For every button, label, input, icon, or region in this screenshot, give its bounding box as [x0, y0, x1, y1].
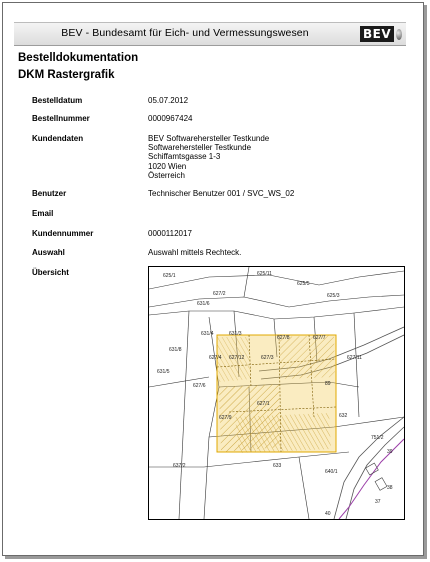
parcel-label: 633: [273, 463, 282, 469]
logo-text: BEV: [360, 26, 394, 42]
parcel-label: 627/9: [219, 415, 232, 421]
parcel-label: 631/5: [157, 369, 170, 375]
parcel-label: 631/8: [169, 347, 182, 353]
benutzer-label: Benutzer: [32, 189, 67, 198]
header-title: BEV - Bundesamt für Eich- und Vermessungswesen: [61, 27, 309, 39]
cadastral-map-svg: [149, 267, 404, 519]
uebersicht-label: Übersicht: [32, 268, 69, 277]
parcel-label: 751/2: [371, 435, 384, 441]
parcel-label: 625/3: [327, 293, 340, 299]
bestellnummer-label: Bestellnummer: [32, 114, 90, 123]
parcel-label: 40: [325, 511, 331, 517]
parcel-label: 627/8: [277, 335, 290, 341]
parcel-label: 625/1: [163, 273, 176, 279]
parcel-label: 627/4: [209, 355, 222, 361]
parcel-label: 39: [387, 449, 393, 455]
benutzer-value: Technischer Benutzer 001 / SVC_WS_02: [148, 189, 295, 198]
parcel-label: 627/7: [313, 335, 326, 341]
bestelldatum-value: 05.07.2012: [148, 96, 189, 105]
kundendaten-line: Österreich: [148, 170, 185, 180]
bestelldatum-label: Bestelldatum: [32, 96, 83, 105]
boundary-line: [339, 439, 404, 519]
parcel-label: 625/11: [257, 271, 272, 277]
parcel-label: 627/6: [193, 383, 206, 389]
parcel-label: 637/2: [173, 463, 186, 469]
parcel-label: 627/3: [261, 355, 274, 361]
kundendaten-line: Softwarehersteller Testkunde: [148, 143, 252, 153]
bestellnummer-value: 0000967424: [148, 114, 193, 123]
parcel-label: 627/1: [257, 401, 270, 407]
kundendaten-line: 1020 Wien: [148, 161, 187, 171]
parcel-label: 38: [387, 485, 393, 491]
kundendaten-line: Schiffamtsgasse 1-3: [148, 152, 221, 162]
kundendaten-value: [148, 134, 269, 180]
parcel-label: 627/2: [213, 291, 226, 297]
email-label: Email: [32, 209, 54, 218]
kundennummer-label: Kundennummer: [32, 229, 94, 238]
parcel-label: 640/1: [325, 469, 338, 475]
parcel-label: 89: [325, 381, 331, 387]
parcel-label: 631/6: [197, 301, 210, 307]
parcel-label: 37: [375, 499, 381, 505]
auswahl-value: Auswahl mittels Rechteck.: [148, 248, 242, 257]
kundennummer-value: 0000112017: [148, 229, 192, 238]
kundendaten-label: Kundendaten: [32, 134, 84, 143]
parcel-label: 625/5: [297, 281, 310, 287]
document-subtitle: DKM Rastergrafik: [18, 69, 115, 81]
kundendaten-line: BEV Softwarehersteller Testkunde: [148, 134, 270, 143]
parcel-label: 631/4: [201, 331, 214, 337]
auswahl-label: Auswahl: [32, 248, 65, 257]
overview-map: [148, 266, 405, 520]
bev-logo: [360, 25, 402, 43]
parcel-label: 627/12: [229, 355, 245, 361]
logo-globe-icon: [396, 29, 402, 40]
header-bar: [14, 22, 406, 46]
parcel-label: 632: [339, 413, 348, 419]
parcel-label: 627/11: [347, 355, 362, 361]
document-title: Bestelldokumentation: [18, 52, 139, 64]
parcel-label: 631/3: [229, 331, 242, 337]
building-outlines: [366, 463, 387, 490]
